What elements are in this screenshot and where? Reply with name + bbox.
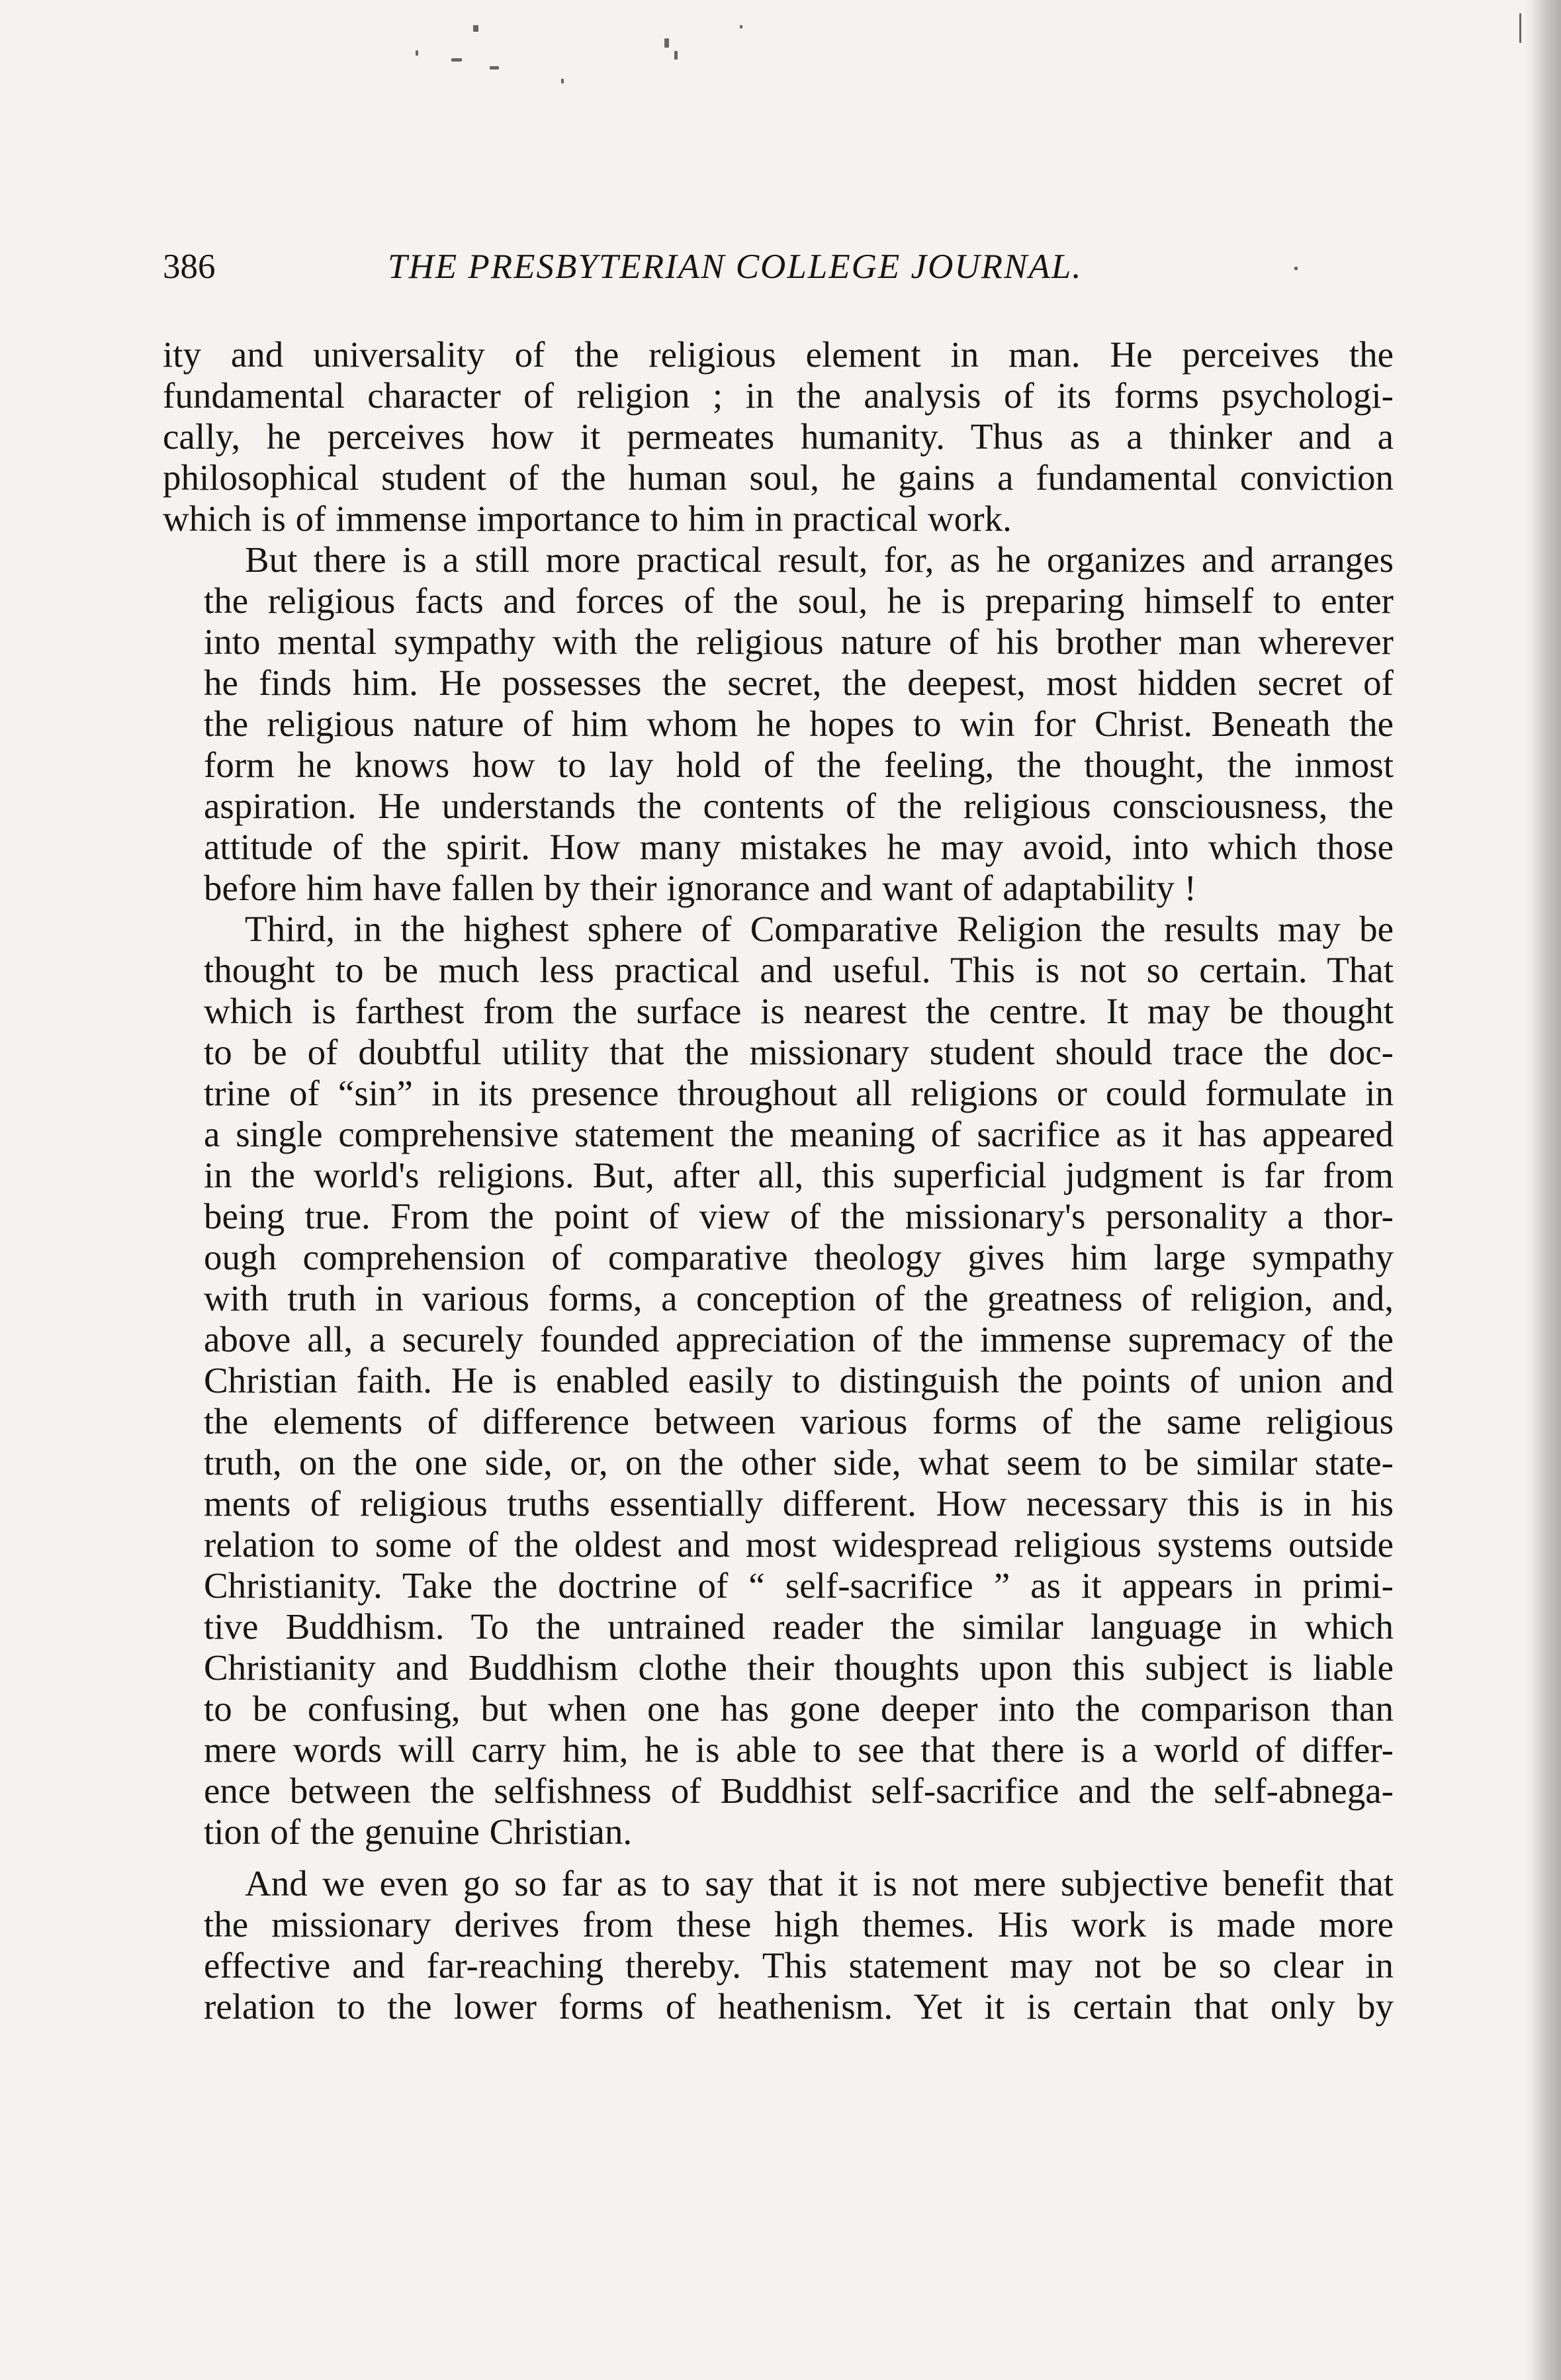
running-header bbox=[163, 246, 1387, 288]
text-line: he finds him. He possesses the secret, the deepest, most hidden secret of bbox=[204, 663, 1394, 703]
text-line: the missionary derives from these high themes. His work is made more bbox=[204, 1904, 1394, 1945]
text-line: But there is a still more practical result, for, as he organizes and arranges bbox=[245, 539, 1394, 580]
text-line: which is farthest from the surface is nearest the centre. It may be thought bbox=[204, 991, 1394, 1031]
scan-speck bbox=[416, 50, 418, 56]
text-line: to be confusing, but when one has gone deeper into the comparison than bbox=[204, 1688, 1394, 1729]
text-line: being true. From the point of view of the missionary's personality a thor- bbox=[204, 1196, 1394, 1236]
paragraph bbox=[163, 909, 1394, 1853]
text-line: relation to some of the oldest and most widespread religious systems outside bbox=[204, 1524, 1394, 1565]
text-line: attitude of the spirit. How many mistakes he may avoid, into which those bbox=[204, 827, 1394, 867]
text-line: the religious facts and forces of the soul, he is preparing himself to enter bbox=[204, 580, 1394, 621]
text-line: cally, he perceives how it permeates humanity. Thus as a thinker and a bbox=[163, 416, 1394, 457]
scan-speck bbox=[473, 25, 478, 32]
text-line: truth, on the one side, or, on the other side, what seem to be similar state- bbox=[204, 1442, 1394, 1483]
text-line: tion of the genuine Christian. bbox=[204, 1811, 633, 1852]
text-line: the religious nature of him whom he hopes to win for Christ. Beneath the bbox=[204, 704, 1394, 744]
text-line: in the world's religions. But, after all, this superficial judgment is far from bbox=[204, 1155, 1394, 1195]
text-line: ough comprehension of comparative theology gives him large sympathy bbox=[204, 1237, 1394, 1277]
page-number: 386 bbox=[163, 248, 216, 286]
scan-speck bbox=[490, 66, 499, 69]
text-line: which is of immense importance to him in practical work. bbox=[163, 498, 1012, 539]
scan-speck bbox=[561, 79, 564, 83]
text-line: ments of religious truths essentially different. How necessary this is in his bbox=[204, 1483, 1394, 1524]
text-line: trine of “sin” in its presence throughout all religions or could formulate in bbox=[204, 1073, 1394, 1113]
text-line: above all, a securely founded appreciation of the immense supremacy of the bbox=[204, 1319, 1394, 1359]
text-line: ity and universality of the religious element in man. He perceives the bbox=[163, 334, 1394, 375]
paragraph bbox=[163, 539, 1394, 909]
text-line: to be of doubtful utility that the missionary student should trace the doc- bbox=[204, 1032, 1394, 1072]
text-line: Christianity. Take the doctrine of “ self-sacrifice ” as it appears in primi- bbox=[204, 1565, 1394, 1606]
text-line: Third, in the highest sphere of Comparative Religion the results may be bbox=[245, 909, 1394, 949]
scan-speck bbox=[1519, 13, 1521, 43]
text-line: a single comprehensive statement the meaning of sacrifice as it has appeared bbox=[204, 1114, 1394, 1154]
text-line: form he knows how to lay hold of the feeling, the thought, the inmost bbox=[204, 745, 1394, 785]
text-line: tive Buddhism. To the untrained reader the similar language in which bbox=[204, 1606, 1394, 1647]
text-line: effective and far-reaching thereby. This statement may not be so clear in bbox=[204, 1945, 1394, 1986]
text-line: Christian faith. He is enabled easily to distinguish the points of union and bbox=[204, 1360, 1394, 1400]
article-body bbox=[163, 334, 1394, 2027]
text-line: fundamental character of religion ; in the analysis of its forms psychologi- bbox=[163, 375, 1394, 416]
scan-speck bbox=[674, 51, 678, 60]
text-line: before him have fallen by their ignorance and want of adaptability ! bbox=[204, 868, 1197, 908]
text-line: mere words will carry him, he is able to see that there is a world of differ- bbox=[204, 1729, 1394, 1770]
paragraph bbox=[163, 334, 1394, 539]
scan-speck bbox=[451, 58, 462, 62]
text-line: thought to be much less practical and useful. This is not so certain. That bbox=[204, 950, 1394, 990]
text-line: And we even go so far as to say that it is not mere subjective benefit that bbox=[245, 1863, 1394, 1903]
text-line: the elements of difference between various forms of the same religious bbox=[204, 1401, 1394, 1442]
text-line: relation to the lower forms of heathenism. Yet it is certain that only by bbox=[204, 1986, 1394, 2027]
text-line: philosophical student of the human soul, he gains a fundamental conviction bbox=[163, 457, 1394, 498]
text-line: into mental sympathy with the religious nature of his brother man wherever bbox=[204, 621, 1394, 662]
running-title: THE PRESBYTERIAN COLLEGE JOURNAL. bbox=[388, 248, 1083, 286]
text-line: Christianity and Buddhism clothe their thoughts upon this subject is liable bbox=[204, 1647, 1394, 1688]
page-edge-shadow bbox=[1524, 0, 1561, 2380]
scan-speck bbox=[740, 25, 742, 28]
scan-speck bbox=[664, 38, 669, 48]
text-line: ence between the selfishness of Buddhist self-sacrifice and the self-abnega- bbox=[204, 1770, 1394, 1811]
paragraph bbox=[163, 1863, 1394, 2027]
text-line: with truth in various forms, a conception of the greatness of religion, and, bbox=[204, 1278, 1394, 1318]
text-line: aspiration. He understands the contents of the religious consciousness, the bbox=[204, 786, 1394, 826]
